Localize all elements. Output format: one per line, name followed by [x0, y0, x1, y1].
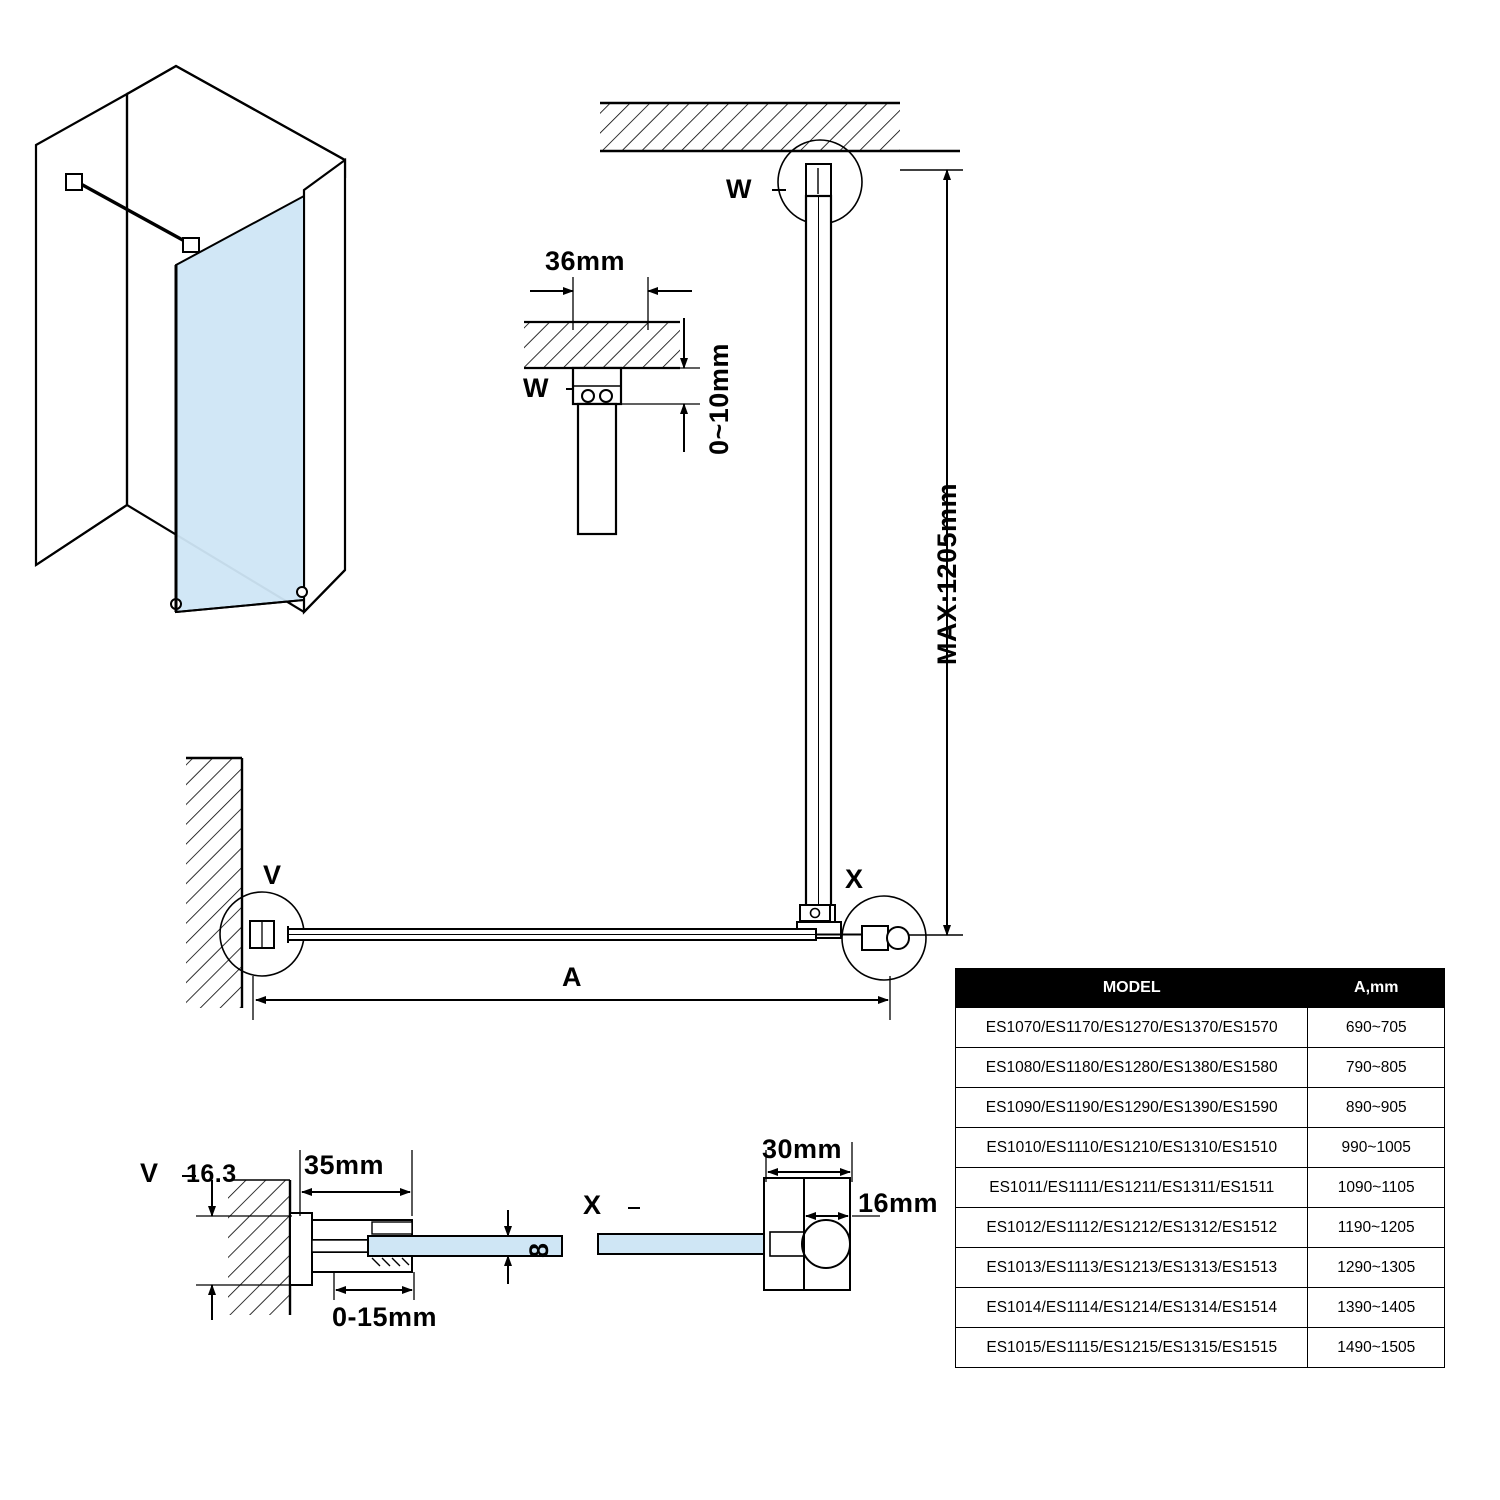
w-detail	[524, 277, 700, 534]
cell-a: 1390~1405	[1308, 1288, 1445, 1328]
cell-a: 990~1005	[1308, 1128, 1445, 1168]
cell-model: ES1013/ES1113/ES1213/ES1313/ES1513	[956, 1248, 1308, 1288]
cell-a: 690~705	[1308, 1008, 1445, 1048]
cell-a: 1490~1505	[1308, 1328, 1445, 1368]
dimension-35mm: 35mm	[304, 1150, 385, 1180]
cell-model: ES1015/ES1115/ES1215/ES1315/ES1515	[956, 1328, 1308, 1368]
table-row	[956, 1008, 1445, 1048]
model-spec-table	[955, 968, 1445, 1368]
cell-model: ES1010/ES1110/ES1210/ES1310/ES1510	[956, 1128, 1308, 1168]
cell-a: 1090~1105	[1308, 1168, 1445, 1208]
dimension-max-height: MAX:1205mm	[932, 482, 962, 665]
callout-w-detail: W	[523, 373, 549, 403]
dimension-0-10mm: 0~10mm	[704, 343, 734, 455]
table-row	[956, 1088, 1445, 1128]
callout-v-plan: V	[263, 860, 282, 890]
dimension-16mm: 16mm	[858, 1188, 939, 1218]
isometric-overview	[36, 66, 345, 612]
cell-a: 890~905	[1308, 1088, 1445, 1128]
callout-x-detail: X	[583, 1190, 602, 1220]
table-row	[956, 1048, 1445, 1088]
elevation-view	[600, 103, 963, 938]
dimension-36mm: 36mm	[545, 246, 626, 276]
callout-x-plan: X	[845, 864, 864, 894]
dimension-16-3: 16.3	[186, 1160, 237, 1188]
table-row	[956, 1288, 1445, 1328]
cell-a: 1190~1205	[1308, 1208, 1445, 1248]
cell-model: ES1070/ES1170/ES1270/ES1370/ES1570	[956, 1008, 1308, 1048]
table-row	[956, 1248, 1445, 1288]
cell-a: 1290~1305	[1308, 1248, 1445, 1288]
callout-w-top: W	[726, 174, 752, 204]
table-row	[956, 1128, 1445, 1168]
dimension-glass-thickness: 8	[524, 1242, 554, 1258]
dimension-a: A	[562, 962, 582, 992]
cell-model: ES1014/ES1114/ES1214/ES1314/ES1514	[956, 1288, 1308, 1328]
header-a-mm: A,mm	[1308, 969, 1445, 1008]
table-header-row	[956, 969, 1445, 1008]
table-row	[956, 1328, 1445, 1368]
table-row	[956, 1208, 1445, 1248]
table-row	[956, 1168, 1445, 1208]
cell-model: ES1011/ES1111/ES1211/ES1311/ES1511	[956, 1168, 1308, 1208]
dimension-0-15mm: 0-15mm	[332, 1302, 438, 1332]
cell-a: 790~805	[1308, 1048, 1445, 1088]
dimension-30mm: 30mm	[762, 1134, 843, 1164]
callout-v-detail: V	[140, 1158, 159, 1188]
cell-model: ES1090/ES1190/ES1290/ES1390/ES1590	[956, 1088, 1308, 1128]
cell-model: ES1012/ES1112/ES1212/ES1312/ES1512	[956, 1208, 1308, 1248]
header-model: MODEL	[956, 969, 1308, 1008]
cell-model: ES1080/ES1180/ES1280/ES1380/ES1580	[956, 1048, 1308, 1088]
